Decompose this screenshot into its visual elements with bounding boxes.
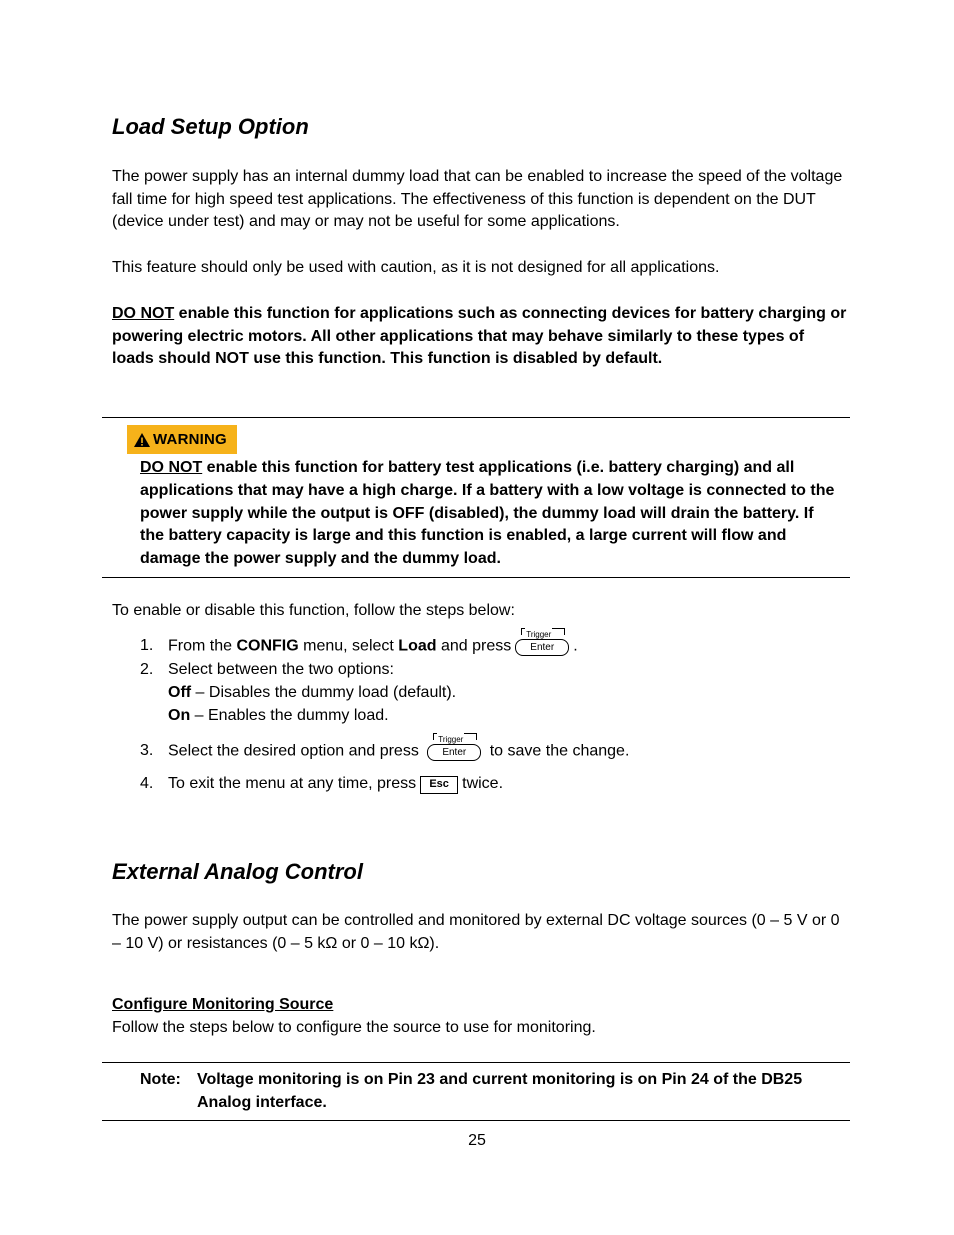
warning-bottom-rule (102, 577, 850, 578)
enter-label: Enter (515, 639, 569, 656)
load-setup-caution (112, 303, 847, 371)
step-4-number: 4. (140, 775, 154, 792)
step-4 (140, 773, 503, 796)
step-1-config: CONFIG (236, 637, 299, 655)
warning-text (140, 457, 840, 571)
option-on-text: – Enables the dummy load. (190, 707, 389, 724)
section-title-external-analog: External Analog Control (112, 859, 363, 884)
enter-key-icon (513, 630, 571, 658)
step-1-text-c: menu, select (298, 637, 399, 655)
note-label: Note: (140, 1071, 181, 1088)
warning-top-rule (102, 417, 850, 418)
step-1-load: Load (398, 637, 437, 655)
warning-rest: enable this function for battery test applications (i.e. battery charging) and all applications that may have a high charge. If a battery with a low voltage is connected to the power supply while the output is OFF (disabled), the dummy load will drain the battery. If the battery capacity is large and this function is enabled, a large current will flow and damage the power supply and the dummy load. (140, 459, 835, 568)
load-setup-paragraph-2: This feature should only be used with caution, as it is not designed for all applications. (112, 259, 720, 276)
warning-badge-label: WARNING (153, 431, 227, 448)
option-on (168, 705, 389, 728)
page-number: 25 (468, 1132, 486, 1149)
step-1-text-e: and press (436, 637, 512, 655)
step-3-text-a: Select the desired option and press (168, 742, 419, 760)
caution-lead: DO NOT (112, 305, 175, 322)
section-title-load-setup: Load Setup Option (112, 114, 309, 139)
warning-badge (127, 425, 237, 454)
step-3-number: 3. (140, 742, 154, 760)
warning-lead: DO NOT (140, 459, 203, 476)
step-2-number: 2. (140, 661, 154, 678)
external-analog-paragraph: The power supply output can be controlled and monitored by external DC voltage sources (0 – 5 V or 0 – 10 V) or resistances (0 – 5 kΩ or 0 – 10 kΩ). (112, 912, 840, 952)
option-off-text: – Disables the dummy load (default). (191, 684, 457, 701)
note-text: Voltage monitoring is on Pin 23 and current monitoring is on Pin 24 of the DB25 Analog interface. (197, 1071, 803, 1111)
note-top-rule (102, 1062, 850, 1063)
step-3-text-b: to save the change. (489, 742, 630, 760)
step-4-text-a: To exit the menu at any time, press (168, 775, 417, 792)
step-2-text: Select between the two options: (168, 661, 394, 678)
step-1-text-a: From the (168, 637, 237, 655)
enter-label: Enter (427, 744, 481, 761)
load-setup-paragraph-1: The power supply has an internal dummy load that can be enabled to increase the speed of the voltage fall time for high speed test applications. The effectiveness of this function is dependent on the DUT (device under test) and may or may not be useful for some applications. (112, 168, 843, 231)
steps-intro: To enable or disable this function, follow the steps below: (112, 602, 515, 619)
note-bottom-rule (102, 1120, 850, 1121)
step-3 (140, 735, 629, 763)
trigger-label: Trigger (437, 729, 464, 752)
enter-key-icon (425, 735, 483, 763)
step-1-number: 1. (140, 637, 154, 655)
warning-triangle-icon (133, 432, 151, 448)
configure-monitoring-heading: Configure Monitoring Source (112, 996, 334, 1013)
step-4-text-b: twice. (462, 775, 504, 792)
esc-key-icon: Esc (420, 776, 458, 794)
configure-monitoring-text: Follow the steps below to configure the source to use for monitoring. (112, 1019, 596, 1036)
step-1 (140, 630, 578, 658)
step-1-period: . (573, 637, 578, 655)
caution-rest: enable this function for applications such as connecting devices for battery charging or powering electric motors. All other applications that may behave similarly to these types of loads should NOT use this function. This function is disabled by default. (112, 305, 847, 368)
trigger-label: Trigger (525, 624, 552, 647)
option-off (168, 682, 456, 705)
option-off-label: Off (168, 684, 192, 701)
step-2 (140, 659, 394, 682)
option-on-label: On (168, 707, 191, 724)
